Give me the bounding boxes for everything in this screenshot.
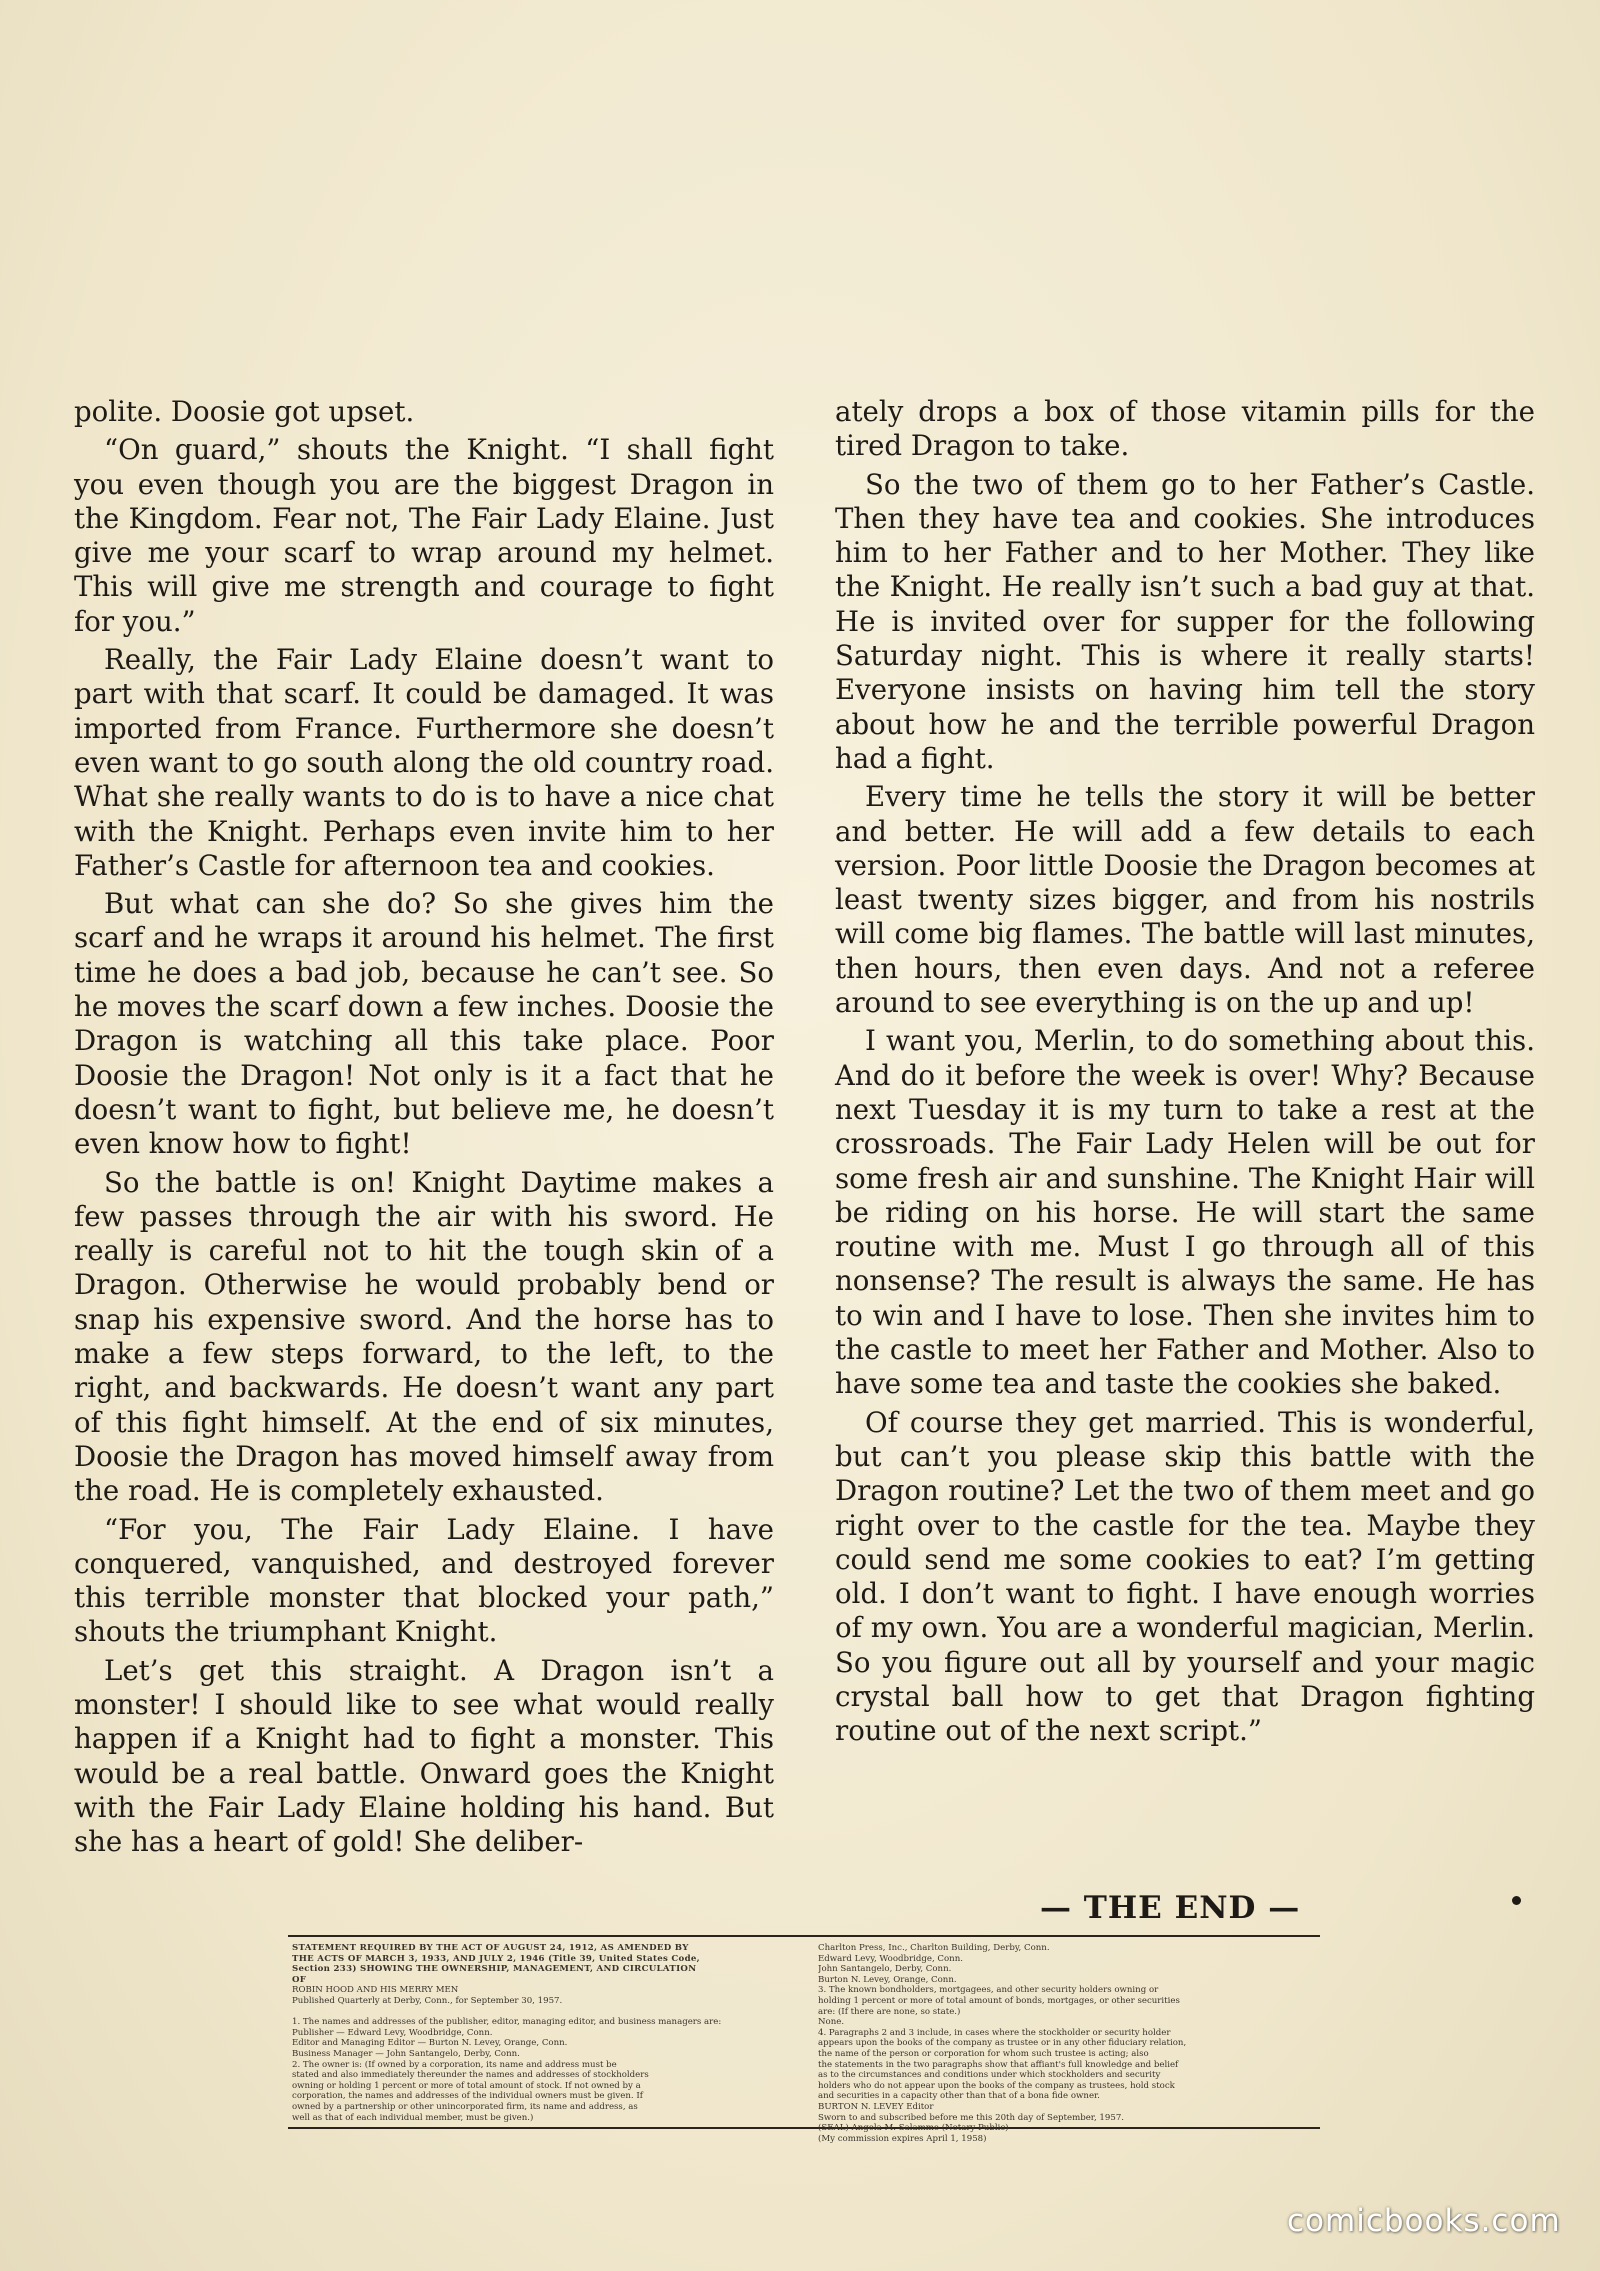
story-paragraph: Let’s get this straight. A Dragon isn’t a monster! I should like to see what would really happen if a Knight had to fight a monster. This would be a real battle. Onward goes the Knight with the Fair Lady Elaine holding his hand. But she has a heart of gold! She deliber- [74, 1653, 774, 1859]
story-paragraph: “On guard,” shouts the Knight. “I shall fight you even though you are the biggest Dragon in the Kingdom. Fear not, The Fair Lady Elaine. Just give me your scarf to wrap around my helmet. This will give me strength and courage to fight for you.” [74, 433, 774, 638]
story-paragraph: Of course they get married. This is wonderful, but can’t you please skip this battle with the Dragon routine? Let the two of them meet and go right over to the castle for the tea. Maybe they could send me some cookies to eat? I’m getting old. I don’t want to fight. I have enough worries of my own. You are a wonderful magician, Merlin. So you figure out all by yourself and your magic crystal ball how to get that Dragon fighting routine out of the next script.” [835, 1405, 1535, 1748]
story-paragraph: polite. Doosie got upset. [74, 395, 415, 428]
statement-line: John Santangelo, Derby, Conn. [818, 1964, 952, 1975]
statement-line: holders who do not appear upon the books of the company as trustees, hold stock [818, 2080, 1175, 2091]
statement-line: holding 1 percent or more of total amount of bonds, mortgages, or other securities [818, 1995, 1180, 2006]
left-text-column [74, 395, 774, 1863]
right-text-column [835, 395, 1535, 1753]
statement-line: ROBIN HOOD AND HIS MERRY MEN [292, 1985, 459, 1996]
statement-line: as to the circumstances and conditions under which stockholders and security [818, 2070, 1161, 2081]
statement-line: 1. The names and addresses of the publisher, editor, managing editor, and business managers are: [292, 2017, 722, 2028]
statement-line: 4. Paragraphs 2 and 3 include, in cases where the stockholder or security holder [818, 2027, 1171, 2038]
statement-line: THE ACTS OF MARCH 3, 1933, AND JULY 2, 1946 (Title 39, United States Code, [292, 1953, 700, 1964]
statement-line: and securities in a capacity other than that of a bona fide owner. [818, 2091, 1100, 2102]
statement-line: None. [818, 2017, 845, 2028]
statement-line: (SEAL) Angela M. Salamme (Notary Public) [818, 2123, 1009, 2134]
statement-line: Charlton Press, Inc., Charlton Building, Derby, Conn. [818, 1943, 1050, 1953]
story-paragraph: Every time he tells the story it will be better and better. He will add a few details to each version. Poor little Doosie the Dragon becomes at least twenty sizes bigger, and from his nostrils will come big flames. The battle will last minutes, then hours, then even days. And not a referee around to see everything is on the up and up! [835, 780, 1535, 1020]
statement-line: owned by a partnership or other unincorporated firm, its name and address, as [292, 2101, 638, 2112]
statement-line: stated and also immediately thereunder the names and addresses of stockholders [292, 2070, 649, 2081]
statement-left-column [292, 1943, 797, 2123]
statement-line: the name of the person or corporation for whom such trustee is acting; also [818, 2048, 1149, 2059]
statement-line: well as that of each individual member, must be given.) [292, 2112, 534, 2123]
statement-line: STATEMENT REQUIRED BY THE ACT OF AUGUST 24, 1912, AS AMENDED BY [292, 1943, 689, 1953]
site-watermark: comicbooks.com [1287, 2203, 1561, 2239]
statement-line: the statements in the two paragraphs show that affiant's full knowledge and belief [818, 2059, 1179, 2070]
statement-line [292, 2007, 797, 2018]
statement-right-column [818, 1943, 1323, 2144]
statement-line: Section 233) SHOWING THE OWNERSHIP, MANAGEMENT, AND CIRCULATION [292, 1964, 697, 1975]
statement-line: 3. The known bondholders, mortgagees, and other security holders owning or [818, 1985, 1159, 1996]
statement-line: owning or holding 1 percent or more of total amount of stock. If not owned by a [292, 2080, 641, 2091]
statement-line: Editor and Managing Editor — Burton N. Levey, Orange, Conn. [292, 2038, 568, 2049]
ownership-statement-box [288, 1935, 1320, 2144]
statement-line: Burton N. Levey, Orange, Conn. [818, 1974, 957, 1985]
story-paragraph: I want you, Merlin, to do something about this. And do it before the week is over! Why? Because next Tuesday it is my turn to take a rest at the crossroads. The Fair Lady Helen will be out for some fresh air and sunshine. The Knight Hair will be riding on his horse. He will start the same routine with me. Must I go through all of this nonsense? The result is always the same. He has to win and I have to lose. Then she invites him to the castle to meet her Father and Mother. Also to have some tea and taste the cookies she baked. [835, 1024, 1535, 1401]
the-end-label: — THE END — [1040, 1890, 1301, 1926]
story-paragraph: So the battle is on! Knight Daytime makes a few passes through the air with his sword. He really is careful not to hit the tough skin of a Dragon. Otherwise he would probably bend or snap his expensive sword. And the horse has to make a few steps forward, to the left, to the right, and backwards. He doesn’t want any part of this fight himself. At the end of six minutes, Doosie the Dragon has moved himself away from the road. He is completely exhausted. [74, 1165, 774, 1508]
statement-line: (My commission expires April 1, 1958) [818, 2133, 987, 2144]
statement-line: OF [292, 1974, 307, 1985]
story-paragraph: Really, the Fair Lady Elaine doesn’t want to part with that scarf. It could be damaged. It was imported from France. Furthermore she doesn’t even want to go south along the old country road. What she really wants to do is to have a nice chat with the Knight. Perhaps even invite him to her Father’s Castle for afternoon tea and cookies. [74, 643, 774, 882]
faded-show-through-title [140, 60, 1520, 220]
story-paragraph: So the two of them go to her Father’s Castle. Then they have tea and cookies. She introduces him to her Father and to her Mother. They like the Knight. He really isn’t such a bad guy at that. He is invited over for supper for the following Saturday night. This is where it really starts! Everyone insists on having him tell the story about how he and the terrible powerful Dragon had a fight. [835, 467, 1535, 775]
statement-line: BURTON N. LEVEY Editor [818, 2101, 934, 2112]
statement-line: Business Manager — John Santangelo, Derby, Conn. [292, 2048, 520, 2059]
statement-line: Sworn to and subscribed before me this 20th day of September, 1957. [818, 2112, 1125, 2123]
statement-line: appears upon the books of the company as trustee or in any other fiduciary relation, [818, 2038, 1187, 2049]
ink-dot-mark [1512, 1896, 1521, 1905]
story-paragraph: “For you, The Fair Lady Elaine. I have conquered, vanquished, and destroyed forever this terrible monster that blocked your path,” shouts the triumphant Knight. [74, 1512, 774, 1649]
statement-line: 2. The owner is: (If owned by a corporation, its name and address must be [292, 2059, 617, 2070]
statement-line: Published Quarterly at Derby, Conn., for September 30, 1957. [292, 1995, 563, 2006]
statement-line: are: (If there are none, so state.) [818, 2006, 961, 2017]
story-paragraph: But what can she do? So she gives him the scarf and he wraps it around his helmet. The first time he does a bad job, because he can’t see. So he moves the scarf down a few inches. Doosie the Dragon is watching all this take place. Poor Doosie the Dragon! Not only is it a fact that he doesn’t want to fight, but believe me, he doesn’t even know how to fight! [74, 887, 774, 1161]
statement-line: corporation, the names and addresses of the individual owners must be given. If [292, 2091, 643, 2102]
story-paragraph: ately drops a box of those vitamin pills for the tired Dragon to take. [835, 395, 1535, 463]
statement-line: Edward Levy, Woodbridge, Conn. [818, 1953, 963, 1964]
statement-line: Publisher — Edward Levy, Woodbridge, Conn. [292, 2027, 493, 2038]
